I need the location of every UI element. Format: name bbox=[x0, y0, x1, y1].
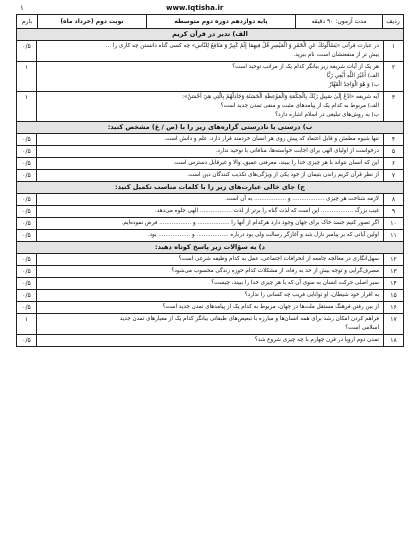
section-title: د) به سؤالات زیر پاسخ کوتاه دهید: bbox=[17, 242, 403, 254]
exam-table bbox=[16, 14, 404, 347]
site-url: www.Iqtisha.ir bbox=[166, 4, 224, 12]
question-text bbox=[37, 290, 383, 301]
question-row bbox=[17, 254, 403, 266]
header-grade: پایه دوازدهم دوره دوم متوسطه bbox=[146, 15, 295, 28]
question-row bbox=[17, 278, 403, 290]
question-number: ۵ bbox=[383, 146, 403, 157]
question-score: ۰/۵ bbox=[17, 290, 37, 301]
question-text bbox=[37, 170, 383, 181]
question-text bbox=[37, 254, 383, 265]
question-number: ۱ bbox=[383, 41, 403, 61]
question-number: ۱۲ bbox=[383, 254, 403, 265]
question-score: ۰/۵ bbox=[17, 134, 37, 145]
question-line: هر یک از آیات شریفه زیر بیانگر کدام یک از مراتب توحید است؟ bbox=[232, 64, 379, 70]
question-text bbox=[37, 314, 383, 334]
question-line: از نظر قرآن کریم راندن بتیمان از خود یکی از ویژگی‌های تکذیب کنندگان دین است. bbox=[187, 172, 379, 178]
question-score: ۰/۵ bbox=[17, 266, 37, 277]
question-row bbox=[17, 41, 403, 62]
question-score: ۰/۵ bbox=[17, 218, 37, 229]
question-line: الف) أَغَيْرَ اللَّهِ أَبْغِي رَبًّا bbox=[326, 73, 379, 79]
question-score: ۱ bbox=[17, 92, 37, 121]
question-number: ۴ bbox=[383, 134, 403, 145]
question-row bbox=[17, 218, 403, 230]
question-line: مصرف‌گرایی و توجه بیش از حد به رفاه، از مشکلات کدام حوزه زندگی محسوب می‌شود؟ bbox=[171, 268, 379, 274]
question-line: لازمه شناخت هر چیزی .................. و .................. به آن است. bbox=[224, 196, 379, 202]
question-score: ۰/۵ bbox=[17, 278, 37, 289]
question-row bbox=[17, 62, 403, 92]
question-number: ۱۶ bbox=[383, 302, 403, 313]
question-text bbox=[37, 302, 383, 313]
section-title: الف) تدبر در قرآن کریم bbox=[17, 29, 403, 41]
question-number: ۳ bbox=[383, 92, 403, 121]
question-line: اولین آیاتی که بر پیامبر نازل شد و آغازگر رسالت ولی بود درباره .................. و .................. بود. bbox=[147, 232, 379, 238]
question-number: ۲ bbox=[383, 62, 403, 91]
question-text bbox=[37, 206, 383, 217]
question-row bbox=[17, 194, 403, 206]
question-score: ۰/۵ bbox=[17, 206, 37, 217]
question-text bbox=[37, 92, 383, 121]
header-time: مدت آزمون: ۹۰ دقیقه bbox=[295, 15, 382, 28]
question-line: در عبارت قرآنی «يَسْأَلُونَكَ عَنِ الْخَمْرِ وَ الْمَيْسِرِ قُلْ فِيهِمَا إِثْمٌ كَبِيرٌ وَ مَنَافِعُ لِلنَّاسِ» چه کسی گناه دانستن چه کاری را ... bbox=[105, 43, 379, 49]
question-line: فراهم کردن امکان رشد برای همه انسان‌ها و مبارزه با تبعیض‌های طبقاتی بیانگر کدام یک از معیارهای تمدن جدید bbox=[119, 316, 379, 322]
question-line: تنها شیوه مطمئن و قابل اعتماد که پیش روی هر انسان خردمند قرار دارد، علم و دانش است. bbox=[164, 136, 379, 142]
question-number: ۱۸ bbox=[383, 335, 403, 346]
section-title: ب) درستی یا نادرستی گزاره‌های زیر را با (ص / غ) مشخص کنید: bbox=[17, 122, 403, 134]
question-score: ۰/۵ bbox=[17, 194, 37, 205]
question-line: ب) به روش‌های تبلیغی در اسلام اشاره دارد؟ bbox=[275, 112, 379, 118]
question-score: ۰/۵ bbox=[17, 146, 37, 157]
question-score: ۰/۵ bbox=[17, 170, 37, 181]
question-sections bbox=[17, 29, 403, 346]
question-line: اسلامی است؟ bbox=[345, 325, 379, 331]
question-line: غیب بزرگ .................. این است که لذت گناه را برتر از لذت .................. الهی جلوه می‌دهد. bbox=[155, 208, 379, 214]
question-row bbox=[17, 206, 403, 218]
question-number: ۷ bbox=[383, 170, 403, 181]
header-turn: نوبت دوم (خرداد ماه) bbox=[37, 15, 146, 28]
question-row bbox=[17, 146, 403, 158]
question-number: ۱۳ bbox=[383, 266, 403, 277]
question-text bbox=[37, 278, 383, 289]
header-radif: ردیف bbox=[382, 15, 403, 28]
question-text bbox=[37, 266, 383, 277]
question-score: ۰/۵ bbox=[17, 335, 37, 346]
question-line: به اقرار خود شیطان، او توانایی فریب چه کسانی را ندارد؟ bbox=[244, 292, 379, 298]
question-score: ۱ bbox=[17, 314, 37, 334]
question-number: ۶ bbox=[383, 158, 403, 169]
question-text bbox=[37, 194, 383, 205]
question-line: این که انسان نتواند با هر چیزی خدا را ببیند، معرفتی عمیق، والا و غیرقابل دسترس است. bbox=[173, 160, 379, 166]
top-strip bbox=[16, 4, 402, 13]
question-text bbox=[37, 134, 383, 145]
question-score: ۰/۵ bbox=[17, 230, 37, 241]
question-row bbox=[17, 134, 403, 146]
question-line: سیر اصلی حرکت انسان به سوی آن که با هر چیزی خدا را ببیند، چیست؟ bbox=[211, 280, 379, 286]
question-row bbox=[17, 314, 403, 335]
question-score: ۰/۵ bbox=[17, 41, 37, 61]
question-text bbox=[37, 158, 383, 169]
section-title: ج) جای خالی عبارت‌های زیر را با کلمات مناسب تکمیل کنید: bbox=[17, 182, 403, 194]
question-row bbox=[17, 335, 403, 346]
question-row bbox=[17, 170, 403, 182]
question-number: ۱۴ bbox=[383, 278, 403, 289]
question-line: درخواست از اولیای الهی برای اجابت خواسته‌ها، منافاتی با توحید ندارد. bbox=[215, 148, 379, 154]
question-line: بیش تر از منفعتشان است، نام ببرید. bbox=[293, 52, 379, 58]
question-number: ۱۱ bbox=[383, 230, 403, 241]
question-line: ب) وَ هُوَ الْوَاحِدُ الْقَهَّارُ bbox=[328, 82, 379, 88]
question-text bbox=[37, 335, 383, 346]
question-score: ۱ bbox=[17, 62, 37, 91]
question-line: سهل‌انگاری در معالجه جامعه از انحرافات اجتماعی، عمل به کدام وظیفه شرعی است؟ bbox=[178, 256, 379, 262]
question-line: اگر تصور کنیم جسد خاک برای جهان وجود دارد هرکدام از آنها را .................. و .................. فرض نموده‌ایم. bbox=[121, 220, 379, 226]
question-text bbox=[37, 146, 383, 157]
question-number: ۱۰ bbox=[383, 218, 403, 229]
question-row bbox=[17, 158, 403, 170]
question-number: ۸ bbox=[383, 194, 403, 205]
question-number: ۱۵ bbox=[383, 290, 403, 301]
question-text bbox=[37, 41, 383, 61]
question-row bbox=[17, 290, 403, 302]
question-line: آیه شریفه «ادْعُ إِلَىٰ سَبِيلِ رَبِّكَ بِالْحِكْمَةِ وَالْمَوْعِظَةِ الْحَسَنَةِ وَجَادِلْهُمْ بِالَّتِي هِيَ أَحْسَنُ»: bbox=[182, 94, 379, 100]
question-score: ۰/۵ bbox=[17, 158, 37, 169]
question-row bbox=[17, 230, 403, 242]
question-line: الف) مربوط به کدام یک از پیامدهای مثبت و منفی تمدن جدید است؟ bbox=[220, 103, 379, 109]
question-line: از بین رفتن فرهنگ مستقل ملت‌ها در جهان، مربوط به کدام یک از پیامدهای تمدن جدید است؟ bbox=[162, 304, 379, 310]
question-row bbox=[17, 266, 403, 278]
question-score: ۰/۵ bbox=[17, 302, 37, 313]
question-text bbox=[37, 230, 383, 241]
question-row bbox=[17, 302, 403, 314]
question-text bbox=[37, 62, 383, 91]
question-row bbox=[17, 92, 403, 122]
question-score: ۰/۵ bbox=[17, 254, 37, 265]
page-number: ۱ bbox=[20, 4, 24, 12]
question-number: ۱۷ bbox=[383, 314, 403, 334]
question-text bbox=[37, 218, 383, 229]
header-score: بارم bbox=[21, 18, 33, 25]
question-line: تمدن دوم اروپا در قرن چهارم با چه چیزی شروع شد؟ bbox=[254, 337, 379, 343]
exam-header bbox=[17, 15, 403, 29]
question-number: ۹ bbox=[383, 206, 403, 217]
